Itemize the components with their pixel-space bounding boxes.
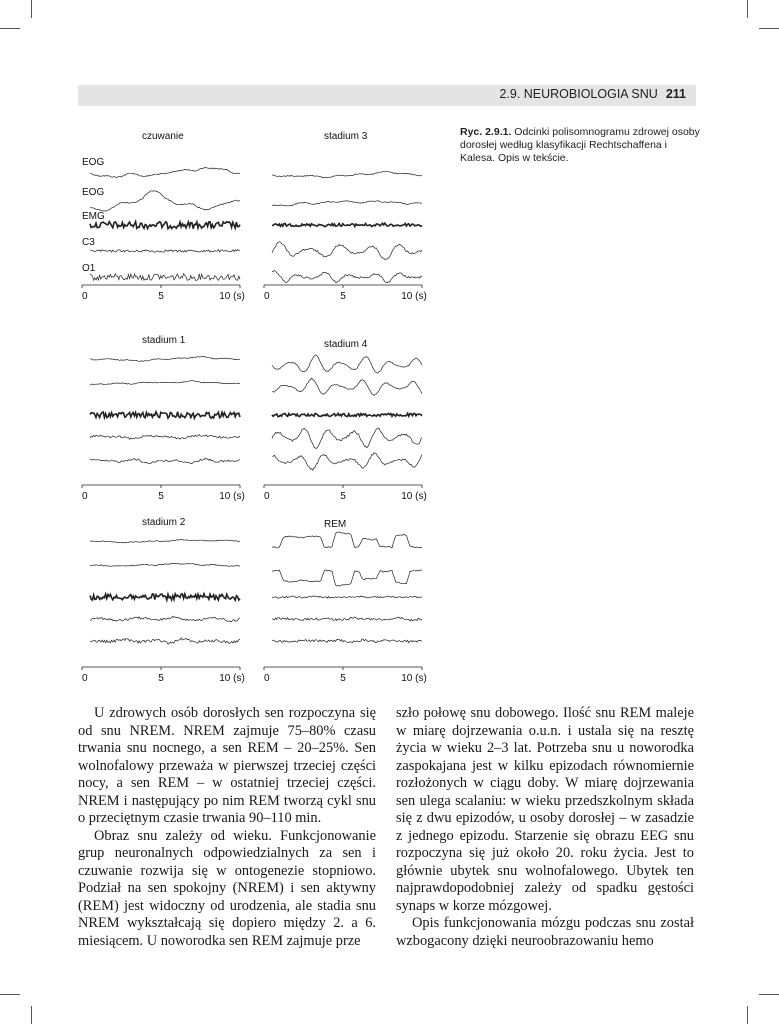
time-tick-label: 5 (340, 673, 346, 684)
body-paragraph: Opis funkcjonowania mózgu podczas snu został wzbogacony dzięki neuroobrazowaniu hemo (396, 915, 694, 949)
eeg-trace (272, 453, 422, 470)
eeg-trace (272, 223, 422, 227)
panel-title: stadium 1 (142, 335, 186, 346)
time-tick-label: 5 (158, 291, 164, 302)
eeg-trace (272, 428, 422, 449)
time-tick-label: 0 (264, 491, 270, 502)
eeg-trace (90, 638, 240, 644)
crop-mark (31, 0, 32, 18)
eeg-trace (90, 412, 240, 418)
eeg-trace (90, 356, 240, 361)
eeg-trace (272, 171, 422, 178)
eeg-trace (90, 167, 240, 177)
body-paragraph: Obraz snu zależy od wieku. Funkcjonowanie grup neuronalnych odpowiedzialnych za sen i czuwanie rozwija się w ontogenezie stopniowo. Podział na sen spokojny (NREM) i sen aktywny (REM) jest widoczny od urodzenia, ale stadia snu NREM wykształcają się dopiero między 2. a 6. miesiącem. U noworodka sen REM zajmuje prze (78, 827, 376, 949)
crop-mark (0, 994, 20, 995)
panel-title: stadium 4 (324, 339, 368, 350)
time-tick-label: 10 (s) (219, 291, 245, 302)
crop-mark (0, 28, 20, 29)
eeg-trace (272, 355, 422, 373)
panel-title: czuwanie (142, 131, 184, 142)
crop-mark (759, 28, 779, 29)
eeg-trace (272, 570, 422, 586)
eeg-trace (90, 435, 240, 440)
body-left-column (78, 705, 376, 950)
caption-text: Odcinki polisomnogramu zdrowej osoby dorosłej według klasyfikacji Rechtschaffena i Kalesa. Opis w tekście. (460, 126, 700, 164)
eeg-trace (90, 274, 240, 281)
eeg-trace (90, 222, 240, 229)
figure-caption (460, 126, 700, 165)
crop-mark (31, 1006, 32, 1024)
channel-label: EOG (82, 187, 105, 198)
eeg-trace (90, 594, 240, 601)
eeg-trace (90, 563, 240, 566)
eeg-trace (90, 381, 240, 385)
crop-mark (747, 0, 748, 18)
panel-title: stadium 2 (142, 517, 186, 528)
channel-label: EMG (82, 211, 105, 222)
time-tick-label: 10 (s) (401, 291, 427, 302)
time-tick-label: 10 (s) (401, 491, 427, 502)
eeg-trace (272, 639, 422, 643)
time-tick-label: 10 (s) (401, 673, 427, 684)
time-tick-label: 0 (82, 673, 88, 684)
panel-title: stadium 3 (324, 131, 368, 142)
eeg-trace (90, 540, 240, 543)
time-tick-label: 10 (s) (219, 673, 245, 684)
eeg-trace (272, 201, 422, 206)
header-section: 2.9. NEUROBIOLOGIA SNU (499, 87, 658, 101)
body-paragraph: szło połowę snu dobowego. Ilość snu REM maleje w miarę dojrzewania o.u.n. i ustala się na resztę życia w wieku 2–3 lat. Potrzeba snu u noworodka zaspokajana jest w kilku epizodach równomiernie rozłożonych w ciągu doby. W miarę dojrzewania sen ulega scalaniu: w wieku przedszkolnym składa się z dwu epizodów, u osoby dorosłej – w zasadzie z jednego epizodu. Starzenie się obrazu EEG snu rozpoczyna się już około 20. roku życia. Jest to głównie ubytek snu wolnofalowego. Ubytek ten najprawdopodobniej zależy od spadku gęstości synaps w korze mózgowej. (396, 705, 694, 914)
eeg-trace (90, 250, 240, 253)
eeg-trace (90, 616, 240, 622)
time-tick-label: 5 (158, 491, 164, 502)
header-text (499, 87, 686, 101)
eeg-trace (272, 413, 422, 416)
eeg-trace (272, 617, 422, 621)
panel-title: REM (324, 519, 347, 530)
eeg-trace (272, 532, 422, 548)
channel-label: EOG (82, 157, 105, 168)
running-header (78, 85, 696, 106)
channel-label: C3 (82, 237, 95, 248)
body-paragraph: U zdrowych osób dorosłych sen rozpoczyna się od snu NREM. NREM zajmuje 75–80% czasu trwania snu nocnego, a sen REM – 20–25%. Sen wolnofalowy przeważa w pierwszej trzeciej części nocy, a sen REM – w ostatniej trzeciej części. NREM i następujący po nim REM tworzą cykl snu o przeciętnym czasie trwania 90–110 min. (78, 705, 376, 826)
body-right-column (396, 705, 694, 950)
time-tick-label: 0 (264, 291, 270, 302)
time-tick-label: 0 (82, 291, 88, 302)
eeg-trace (90, 458, 240, 464)
polysomnogram-figure (74, 125, 444, 685)
crop-mark (747, 1006, 748, 1024)
channel-label: O1 (82, 263, 96, 274)
eeg-trace (272, 271, 422, 283)
eeg-trace (272, 242, 422, 260)
time-tick-label: 5 (158, 673, 164, 684)
time-tick-label: 5 (340, 291, 346, 302)
page-number: 211 (665, 87, 686, 101)
crop-mark (759, 994, 779, 995)
time-tick-label: 0 (82, 491, 88, 502)
caption-label: Ryc. 2.9.1. (460, 126, 512, 138)
eeg-trace (90, 191, 240, 212)
eeg-trace (272, 596, 422, 598)
time-tick-label: 10 (s) (219, 491, 245, 502)
eeg-trace (272, 378, 422, 395)
time-tick-label: 0 (264, 673, 270, 684)
time-tick-label: 5 (340, 491, 346, 502)
